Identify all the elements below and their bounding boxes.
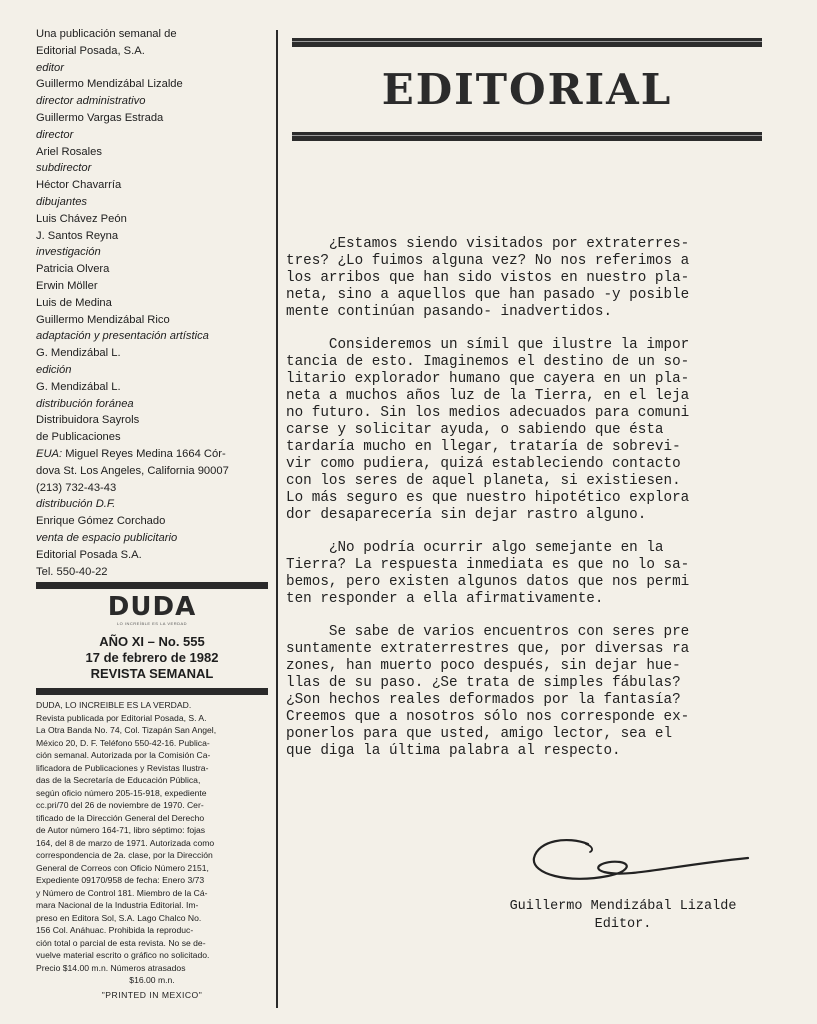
credit-role: distribución foránea xyxy=(36,397,134,410)
signer-block xyxy=(470,898,776,934)
credit-name: Editorial Posada, S.A. xyxy=(36,44,145,57)
legal-line: DUDA, LO INCREIBLE ES LA VERDAD. xyxy=(36,700,192,711)
editorial-line: que diga la última palabra al respecto. xyxy=(286,743,621,759)
ads-company-name: Editorial Posada S.A. xyxy=(36,548,142,561)
credit-role: director administrativo xyxy=(36,95,146,108)
logo-wordmark: DUDA xyxy=(107,592,197,623)
editorial-line: con los seres de aquel planeta, si existiesen. xyxy=(286,473,681,489)
credit-name: de Publicaciones xyxy=(36,431,121,444)
legal-line: tificado de la Dirección General del Derecho xyxy=(36,812,205,823)
editorial-line: neta, sino a aquellos que han pasado -y posible xyxy=(286,287,690,303)
legal-line: das de la Secretaría de Educación Pública, xyxy=(36,775,201,786)
legal-line: lificadora de Publicaciones y Revistas Ilustra- xyxy=(36,762,209,773)
credit-name: Erwin Möller xyxy=(36,279,98,292)
legal-line: cc.pri/70 del 26 de noviembre de 1970. Cer- xyxy=(36,800,204,811)
credit-name: Guillermo Mendizábal Rico xyxy=(36,313,170,326)
editorial-line: tres? ¿Lo fuimos alguna vez? No nos referimos a xyxy=(286,253,690,269)
legal-line: Expediente 09170/958 de fecha: Enero 3/73 xyxy=(36,875,205,886)
df-distributor-name: Enrique Gómez Corchado xyxy=(36,515,166,528)
editorial-line: neta a muchos años luz de la Tierra, en el leja xyxy=(286,388,690,404)
editorial-line: ¿Son hechos reales deformados por la fantasía? xyxy=(286,692,681,708)
legal-line: México 20, D. F. Teléfono 550-42-16. Publica- xyxy=(36,737,210,748)
editorial-line: Se sabe de varios encuentros con seres pre xyxy=(286,624,690,640)
editorial-line: ten responder a ella afirmativamente. xyxy=(286,591,604,607)
legal-line: Revista publicada por Editorial Posada, S. A. xyxy=(36,712,207,723)
credit-name: G. Mendizábal L. xyxy=(36,380,121,393)
legal-line: vuelve material escrito o gráfico no solicitado. xyxy=(36,950,210,961)
issue-date: 17 de febrero de 1982 xyxy=(85,650,219,666)
eua-label: EUA: xyxy=(36,447,63,460)
credit-role: investigación xyxy=(36,246,101,259)
editorial-paragraph xyxy=(286,540,766,608)
credit-name: Héctor Chavarría xyxy=(36,179,122,192)
editorial-paragraph xyxy=(286,236,766,321)
df-distribution-label: distribución D.F. xyxy=(36,498,116,511)
editorial-title: EDITORIAL xyxy=(381,65,673,114)
credits-list xyxy=(36,26,268,446)
editorial-line: suntamente extraterrestres que, por diversas ra xyxy=(286,641,690,657)
editorial-line: no futuro. Sin los medios adecuados para comuni xyxy=(286,405,690,421)
signer-name: Guillermo Mendizábal Lizalde xyxy=(509,899,737,914)
credit-name: J. Santos Reyna xyxy=(36,229,119,242)
issue-info xyxy=(36,634,268,682)
editorial-line: dor desaparecería sin dejar rastro alguno. xyxy=(286,507,647,523)
editorial-rule-top xyxy=(292,38,762,47)
credit-name: Luis de Medina xyxy=(36,296,112,309)
editorial-line: vir como pudiera, quizá estableciendo contacto xyxy=(286,456,681,472)
editorial-paragraph xyxy=(286,624,766,760)
duda-logo xyxy=(36,593,268,626)
credit-role: edición xyxy=(36,363,72,376)
credit-name: Guillermo Vargas Estrada xyxy=(36,111,164,124)
signer-role: Editor. xyxy=(594,917,652,932)
editorial-line: ponerlos para que usted, amigo lector, sea el xyxy=(286,726,673,742)
editorial-line: ¿Estamos siendo visitados por extraterres- xyxy=(286,236,690,252)
editorial-line: litario explorador humano que cayera en un pla- xyxy=(286,371,690,387)
masthead-rule-top xyxy=(36,582,268,589)
editorial-line: zones, han muerto poco después, sin dejar hue- xyxy=(286,658,681,674)
legal-line: de Autor número 164-71, libro séptimo: fojas xyxy=(36,825,206,836)
legal-line: ción semanal. Autorizada por la Comisión Ca- xyxy=(36,750,211,761)
legal-line: según oficio número 205-15-918, expediente xyxy=(36,787,207,798)
eua-address-line-2: dova St. Los Angeles, California 90007 xyxy=(36,464,229,477)
legal-notice xyxy=(36,699,268,987)
editorial-paragraph xyxy=(286,337,766,524)
editorial-line: tardaría mucho en llegar, trataría de sobrevi- xyxy=(286,439,681,455)
printed-in-mexico: "PRINTED IN MEXICO" xyxy=(101,989,203,1000)
eua-address-line-1: Miguel Reyes Medina 1664 Cór- xyxy=(62,447,226,460)
editorial-line: llas de su paso. ¿Se trata de simples fábulas? xyxy=(286,675,681,691)
legal-line: 156 Col. Anáhuac. Prohibida la reproduc- xyxy=(36,925,194,936)
legal-line: Precio $14.00 m.n. Números atrasados xyxy=(36,962,186,973)
credit-role: subdirector xyxy=(36,162,92,175)
masthead-column xyxy=(36,26,268,1004)
editorial-line: tancia de esto. Imaginemos el destino de un so- xyxy=(286,354,690,370)
legal-line: $16.00 m.n. xyxy=(129,975,175,986)
legal-line: y Número de Control 181. Miembro de la Cá- xyxy=(36,887,208,898)
editorial-rule-bottom xyxy=(292,132,762,141)
credit-name: Ariel Rosales xyxy=(36,145,102,158)
legal-line: preso en Editora Sol, S.A. Lago Chalco No. xyxy=(36,912,202,923)
editorial-line: Consideremos un símil que ilustre la impor xyxy=(286,337,690,353)
credit-name: Distribuidora Sayrols xyxy=(36,414,140,427)
ads-label: venta de espacio publicitario xyxy=(36,531,178,544)
editorial-body xyxy=(286,236,766,776)
masthead-rule-bottom xyxy=(36,688,268,695)
editorial-line: Lo más seguro es que nuestro hipotético explora xyxy=(286,490,690,506)
credit-name: G. Mendizábal L. xyxy=(36,347,121,360)
editorial-line: ¿No podría ocurrir algo semejante en la xyxy=(286,540,664,556)
legal-line: General de Correos con Oficio Número 2151, xyxy=(36,862,209,873)
credit-role: adaptación y presentación artística xyxy=(36,330,209,343)
editorial-line: bemos, pero existen algunos datos que nos permi xyxy=(286,574,690,590)
legal-line: mara Nacional de la Industria Editorial. Im- xyxy=(36,900,199,911)
editorial-line: Tierra? La respuesta inmediata es que no lo sa- xyxy=(286,557,690,573)
editorial-line: mente continúan pasando- inadvertidos. xyxy=(286,304,613,320)
legal-line: ción total o parcial de esta revista. No se de- xyxy=(36,937,206,948)
credit-name: Luis Chávez Peón xyxy=(36,212,127,225)
logo-tagline: LO INCREÍBLE ES LA VERDAD xyxy=(116,621,188,627)
credit-name: Patricia Olvera xyxy=(36,263,110,276)
eua-address xyxy=(36,446,268,496)
credit-role: dibujantes xyxy=(36,195,88,208)
credit-role: director xyxy=(36,128,74,141)
legal-line: correspondencia de 2a. clase, por la Dirección xyxy=(36,850,213,861)
editorial-line: Creemos que a nosotros sólo nos corresponde ex- xyxy=(286,709,690,725)
credit-name: Guillermo Mendizábal Lizalde xyxy=(36,78,183,91)
issue-year-number: AÑO XI – No. 555 xyxy=(99,634,205,650)
masthead-phone: Tel. 550-40-22 xyxy=(36,565,108,578)
eua-phone: (213) 732-43-43 xyxy=(36,481,117,494)
legal-line: La Otra Banda No. 74, Col. Tizapán San Angel, xyxy=(36,725,217,736)
issue-type: REVISTA SEMANAL xyxy=(90,666,214,682)
credit-name: Una publicación semanal de xyxy=(36,28,177,40)
editorial-line: los arribos que han sido vistos en nuestro pla- xyxy=(286,270,690,286)
legal-line: 164, del 8 de marzo de 1971. Autorizada como xyxy=(36,837,215,848)
editorial-line: carse y solicitar ayuda, o sabiendo que ésta xyxy=(286,422,664,438)
signature-mark xyxy=(528,832,758,892)
column-divider xyxy=(276,30,278,1008)
credit-role: editor xyxy=(36,61,64,74)
